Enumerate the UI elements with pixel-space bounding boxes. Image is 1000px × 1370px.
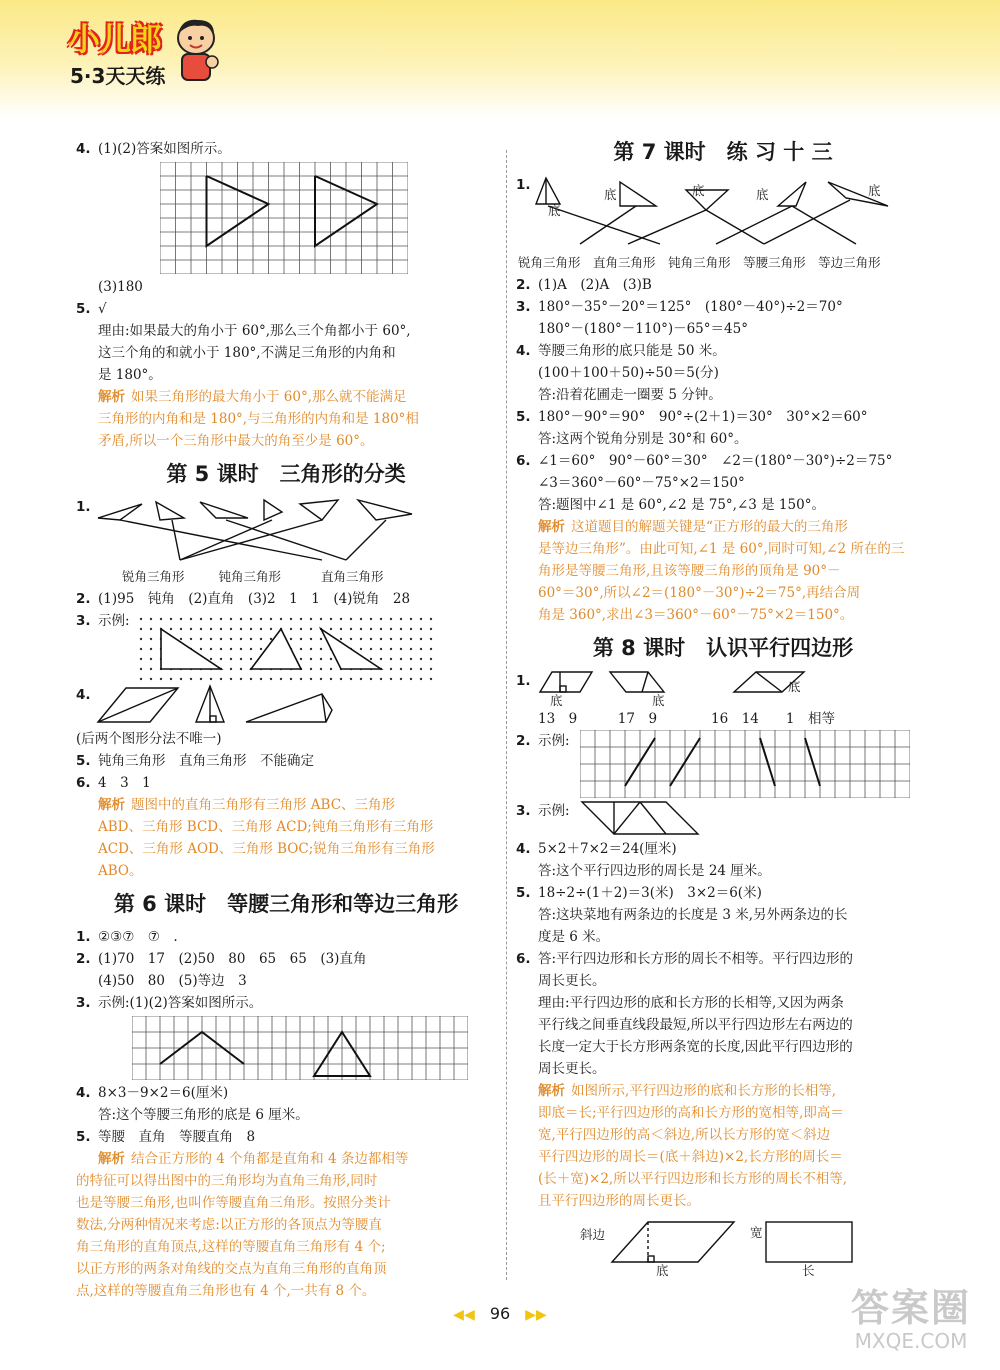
analysis-line: 的特征可以得出图中的三角形均为直角三角形,同时 xyxy=(76,1173,378,1189)
base-label: 底 xyxy=(756,187,769,202)
analysis-line: 且平行四边形的周长更长。 xyxy=(538,1193,700,1209)
reason-line: 是 180°。 xyxy=(98,367,162,383)
analysis-line: 平行四边形的周长＝(底＋斜边)×2,长方形的周长＝ xyxy=(538,1149,843,1165)
lesson8-question-6-line: 周长更长。 xyxy=(538,1061,606,1077)
analysis-line: 宽,平行四边形的高＜斜边,所以长方形的宽＜斜边 xyxy=(538,1127,831,1143)
analysis-line: ABO。 xyxy=(98,863,143,879)
lesson8-question-6: 6. 答:平行四边形和长方形的周长不相等。平行四边形的 xyxy=(516,951,854,967)
lesson8-question-5-line: 答:这块菜地有两条边的长度是 3 米,另外两条边的长 xyxy=(538,907,848,923)
analysis-line: 即底＝长;平行四边形的高和长方形的宽相等,即高＝ xyxy=(538,1105,844,1121)
comparison-shapes xyxy=(610,1218,870,1268)
series-title: 5·3天天练 xyxy=(70,64,166,88)
next-arrows-icon: ▶▶ xyxy=(525,1307,547,1323)
base-label: 底 xyxy=(868,183,881,198)
lesson7-question-6-line: 答:题图中∠1 是 60°,∠2 是 75°,∠3 是 150°。 xyxy=(538,497,825,513)
lesson5-question-3: 3. 示例: xyxy=(76,613,130,629)
lesson7-question-6-line: ∠3＝360°－60°－75°×2＝150° xyxy=(538,475,745,491)
lesson7-question-2: 2. (1)A (2)A (3)B xyxy=(516,277,652,293)
lesson8-question-6-line: 平行线之间垂直线段最短,所以平行四边形左右两边的 xyxy=(538,1017,853,1033)
lesson7-question-4: 4. 等腰三角形的底只能是 50 米。 xyxy=(516,343,726,359)
column-divider xyxy=(506,150,507,1280)
watermark-title: 答案圈 xyxy=(850,1286,971,1330)
analysis-line: 解析 这道题目的解题关键是“正方形的最大的三角形 xyxy=(538,519,848,535)
analysis-line: ABD、三角形 BCD、三角形 ACD;钝角三角形有三角形 xyxy=(98,819,434,835)
analysis-line: 解析 如图所示,平行四边形的底和长方形的长相等, xyxy=(538,1083,837,1099)
watermark-url: MXQE.COM xyxy=(854,1329,968,1353)
lesson7-question-5-line: 答:这两个锐角分别是 30°和 60°。 xyxy=(538,431,748,447)
parallelogram-vs-rectangle-figure xyxy=(580,1212,930,1278)
analysis-line: 也是等腰三角形,也叫作等腰直角三角形。按照分类计 xyxy=(76,1195,391,1211)
lesson6-question-3: 3. 示例:(1)(2)答案如图所示。 xyxy=(76,995,263,1011)
grid-figure-triangles xyxy=(160,162,408,274)
analysis-line: 矛盾,所以一个三角形中最大的角至少是 60°。 xyxy=(98,433,374,449)
base-label: 底 xyxy=(652,693,665,708)
lesson8-question-5-line: 度是 6 米。 xyxy=(538,929,610,945)
analysis-line: 解析 结合正方形的 4 个角都是直角和 4 条边都相等 xyxy=(98,1151,409,1167)
base-label: 底 xyxy=(692,183,705,198)
base-label: 底 xyxy=(604,187,617,202)
analysis-line: 解析 如果三角形的最大角小于 60°,那么就不能满足 xyxy=(98,389,407,405)
lesson7-question-5: 5. 180°－90°＝90° 90°÷(2＋1)＝30° 30°×2＝60° xyxy=(516,409,868,425)
analysis-line: 角形是等腰三角形,且该等腰三角形的顶角是 90°－ xyxy=(538,563,841,579)
page-number: 96 xyxy=(489,1304,511,1323)
analysis-line: 以正方形的两条对角线的交点为直角三角形的直角顶 xyxy=(76,1261,387,1277)
base-label: 底 xyxy=(656,1263,669,1278)
grid-figure-isosceles xyxy=(132,1016,468,1080)
mascot-icon xyxy=(168,14,224,86)
lesson6-question-4: 4. 8×3－9×2＝6(厘米) xyxy=(76,1085,229,1101)
base-label: 底 xyxy=(788,679,801,694)
reason-line: 理由:如果最大的角小于 60°,那么三个角都小于 60°, xyxy=(98,323,411,339)
lesson-6-title: 第 6 课时 等腰三角形和等边三角形 xyxy=(113,892,459,916)
lesson8-question-5: 5. 18÷2÷(1＋2)＝3(米) 3×2＝6(米) xyxy=(516,885,762,901)
lesson6-question-2-line: (4)50 80 (5)等边 3 xyxy=(98,973,247,989)
analysis-line: ACD、三角形 AOD、三角形 BOC;锐角三角形有三角形 xyxy=(98,841,435,857)
analysis-line: (长＋宽)×2,所以平行四边形和长方形的周长不相等, xyxy=(538,1171,848,1187)
lesson-7-title: 第 7 课时 练 习 十 三 xyxy=(613,140,833,164)
lesson6-question-1: 1. ②③⑦ ⑦ . xyxy=(76,929,178,945)
base-label: 底 xyxy=(550,693,563,708)
lesson5-question-4-note: (后两个图形分法不唯一) xyxy=(76,731,222,747)
lesson8-question-2: 2. 示例: xyxy=(516,733,570,749)
lesson5-question-5: 5. 钝角三角形 直角三角形 不能确定 xyxy=(76,753,314,769)
analysis-line: 60°＝30°,所以∠2＝(180°－30°)÷2＝75°,再结合周 xyxy=(538,585,861,601)
lesson7-question-3: 3. 180°－35°－20°＝125° (180°－40°)÷2＝70° xyxy=(516,299,843,315)
lesson8-question-3: 3. 示例: xyxy=(516,803,570,819)
lesson8-question-6-line: 理由:平行四边形的底和长方形的长相等,又因为两条 xyxy=(538,995,844,1011)
left-column xyxy=(76,138,496,1302)
slant-label: 斜边 xyxy=(580,1227,606,1242)
triangle-type-labels: 锐角三角形 直角三角形 钝角三角形 等腰三角形 等边三角形 xyxy=(518,255,881,270)
analysis-line: 数法,分两种情况来考虑:以正方形的各顶点为等腰直 xyxy=(76,1217,382,1233)
base-label: 底 xyxy=(548,203,561,218)
lesson8-question-4: 4. 5×2＋7×2＝24(厘米) xyxy=(516,841,677,857)
lesson8-question-6-line: 周长更长。 xyxy=(538,973,606,989)
lesson7-question-6: 6. ∠1＝60° 90°－60°＝30° ∠2＝(180°－30°)÷2＝75° xyxy=(516,453,893,469)
lesson-8-title: 第 8 课时 认识平行四边形 xyxy=(592,636,854,660)
lesson6-question-2: 2. (1)70 17 (2)50 80 65 65 (3)直角 xyxy=(76,951,367,967)
lesson8-question-1: 1. xyxy=(516,673,531,689)
analysis-line: 三角形的内角和是 180°,与三角形的内角和是 180°相 xyxy=(98,411,419,427)
analysis-line: 角是 360°,求出∠3＝360°－60°－75°×2＝150°。 xyxy=(538,607,854,623)
lesson6-question-5: 5. 等腰 直角 等腰直角 8 xyxy=(76,1129,256,1145)
lesson5-question-4: 4. xyxy=(76,687,91,703)
analysis-line: 角三角形的直角顶点,这样的等腰直角三角形有 4 个; xyxy=(76,1239,386,1255)
brand-logo: 小儿郎 xyxy=(68,20,162,58)
analysis-line: 解析 题图中的直角三角形有三角形 ABC、三角形 xyxy=(98,797,396,813)
right-column xyxy=(516,138,930,1278)
reason-line: 这三个角的和就小于 180°,不满足三角形的内角和 xyxy=(98,345,396,361)
lesson8-question-6-line: 长度一定大于长方形两条宽的长度,因此平行四边形的 xyxy=(538,1039,853,1055)
analysis-line: 点,这样的等腰直角三角形也有 4 个,一共有 8 个。 xyxy=(76,1283,376,1299)
lesson7-question-4-line: 答:沿着花圃走一圈要 5 分钟。 xyxy=(538,387,722,403)
lesson7-question-1: 1. xyxy=(516,177,531,193)
question-5: 5. √ xyxy=(76,301,107,317)
lesson5-question-2: 2. (1)95 钝角 (2)直角 (3)2 1 1 (4)锐角 28 xyxy=(76,591,411,607)
lesson8-question-1-values: 13 9 17 9 16 14 1 相等 xyxy=(538,711,835,727)
question-4: 4. (1)(2)答案如图所示。 xyxy=(76,141,231,157)
lesson8-question-4-line: 答:这个平行四边形的周长是 24 厘米。 xyxy=(538,863,771,879)
triangle-type-labels: 锐角三角形 钝角三角形 直角三角形 xyxy=(122,569,384,584)
lesson6-question-4-answer: 答:这个等腰三角形的底是 6 厘米。 xyxy=(98,1107,309,1123)
lesson5-question-6: 6. 4 3 1 xyxy=(76,775,151,791)
lesson5-question-1: 1. xyxy=(76,499,91,515)
lesson7-question-4-line: (100＋100＋50)÷50＝5(分) xyxy=(538,365,719,381)
prev-arrows-icon: ◀◀ xyxy=(453,1307,475,1323)
length-label: 长 xyxy=(802,1263,815,1278)
width-label: 宽 xyxy=(750,1225,763,1240)
lesson7-question-3-line: 180°－(180°－110°)－65°＝45° xyxy=(538,321,748,337)
lesson-5-title: 第 5 课时 三角形的分类 xyxy=(166,462,406,486)
question-4-part-3: (3)180 xyxy=(98,279,143,295)
watermark xyxy=(836,1286,986,1352)
analysis-line: 是等边三角形”。由此可知,∠1 是 60°,同时可知,∠2 所在的三 xyxy=(538,541,905,557)
